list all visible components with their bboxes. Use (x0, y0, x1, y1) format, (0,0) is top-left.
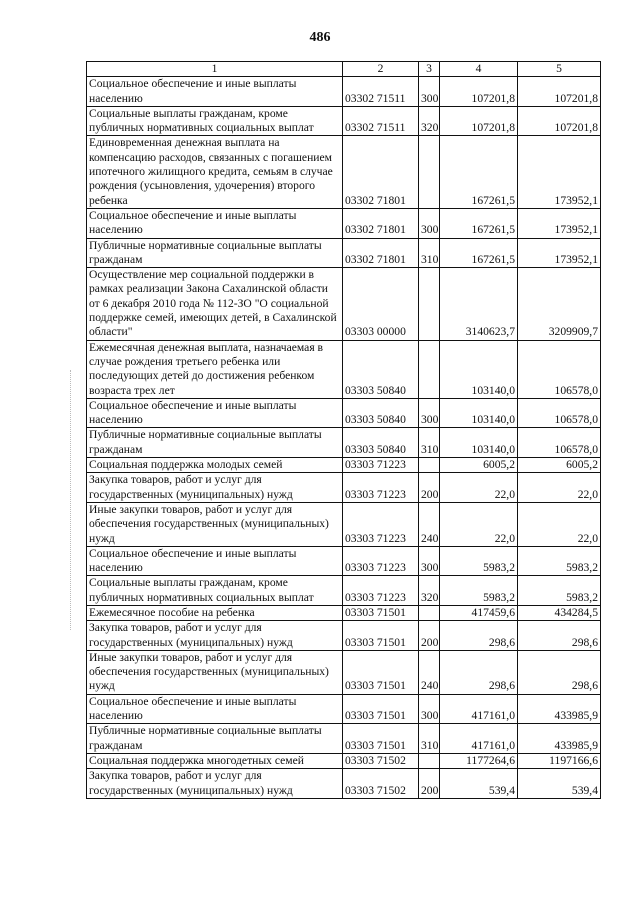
row-value-col4-cell: 103140,0 (440, 340, 518, 398)
row-value-col4-cell: 5983,2 (440, 576, 518, 606)
row-value-col5-cell: 434284,5 (518, 605, 601, 620)
row-name-cell: Публичные нормативные социальные выплаты гражданам (87, 724, 343, 754)
row-vr-cell: 240 (419, 502, 440, 546)
row-code-cell: 03303 50840 (343, 340, 419, 398)
row-value-col5-cell: 1197166,6 (518, 753, 601, 768)
row-code-cell: 03302 71801 (343, 238, 419, 268)
row-value-col5-cell: 173952,1 (518, 238, 601, 268)
row-vr-cell: 300 (419, 77, 440, 107)
row-value-col4-cell: 417459,6 (440, 605, 518, 620)
row-value-col5-cell: 22,0 (518, 502, 601, 546)
row-value-col4-cell: 539,4 (440, 769, 518, 799)
budget-table (86, 61, 601, 799)
table-row (87, 428, 601, 458)
row-value-col5-cell: 5983,2 (518, 546, 601, 576)
row-value-col4-cell: 22,0 (440, 473, 518, 503)
row-name-cell: Социальное обеспечение и иные выплаты населению (87, 77, 343, 107)
row-code-cell: 03303 50840 (343, 398, 419, 428)
header-col-3: 3 (419, 62, 440, 77)
table-row (87, 458, 601, 473)
table-row (87, 268, 601, 340)
row-code-cell: 03303 71223 (343, 502, 419, 546)
table-row (87, 546, 601, 576)
row-code-cell: 03302 71511 (343, 106, 419, 136)
row-name-cell: Социальное обеспечение и иные выплаты населению (87, 694, 343, 724)
table-row (87, 340, 601, 398)
row-value-col5-cell: 5983,2 (518, 576, 601, 606)
table-body (87, 77, 601, 799)
row-value-col5-cell: 106578,0 (518, 340, 601, 398)
table-row (87, 136, 601, 208)
row-name-cell: Социальная поддержка многодетных семей (87, 753, 343, 768)
row-vr-cell (419, 340, 440, 398)
row-name-cell: Социальное обеспечение и иные выплаты населению (87, 398, 343, 428)
row-vr-cell: 240 (419, 650, 440, 694)
row-vr-cell: 200 (419, 769, 440, 799)
header-col-4: 4 (440, 62, 518, 77)
row-vr-cell (419, 136, 440, 208)
row-code-cell: 03303 71501 (343, 605, 419, 620)
row-value-col4-cell: 417161,0 (440, 724, 518, 754)
row-name-cell: Закупка товаров, работ и услуг для государственных (муниципальных) нужд (87, 621, 343, 651)
row-vr-cell: 300 (419, 398, 440, 428)
row-code-cell: 03303 71501 (343, 694, 419, 724)
row-name-cell: Ежемесячная денежная выплата, назначаемая в случае рождения третьего ребенка или последующих детей до достижения ребенком возраста трех лет (87, 340, 343, 398)
row-code-cell: 03303 71501 (343, 621, 419, 651)
row-code-cell: 03303 71223 (343, 576, 419, 606)
row-name-cell: Социальная поддержка молодых семей (87, 458, 343, 473)
table-row (87, 724, 601, 754)
row-value-col4-cell: 3140623,7 (440, 268, 518, 340)
row-vr-cell: 310 (419, 724, 440, 754)
table-row (87, 208, 601, 238)
table-row (87, 77, 601, 107)
row-value-col5-cell: 539,4 (518, 769, 601, 799)
row-vr-cell (419, 605, 440, 620)
row-code-cell: 03303 71223 (343, 546, 419, 576)
row-vr-cell: 300 (419, 694, 440, 724)
row-value-col5-cell: 6005,2 (518, 458, 601, 473)
table-row (87, 398, 601, 428)
row-value-col5-cell: 433985,9 (518, 694, 601, 724)
row-code-cell: 03303 71502 (343, 753, 419, 768)
header-col-2: 2 (343, 62, 419, 77)
row-value-col5-cell: 298,6 (518, 621, 601, 651)
row-code-cell: 03303 71223 (343, 458, 419, 473)
row-value-col5-cell: 173952,1 (518, 136, 601, 208)
row-value-col5-cell: 106578,0 (518, 398, 601, 428)
row-name-cell: Социальное обеспечение и иные выплаты населению (87, 208, 343, 238)
row-name-cell: Единовременная денежная выплата на компенсацию расходов, связанных с погашением ипотечного жилищного кредита, семьям в случае рождения (усыновления, удочерения) второго ребенка (87, 136, 343, 208)
row-code-cell: 03302 71801 (343, 136, 419, 208)
row-name-cell: Социальное обеспечение и иные выплаты населению (87, 546, 343, 576)
row-code-cell: 03303 71501 (343, 650, 419, 694)
row-value-col5-cell: 106578,0 (518, 428, 601, 458)
row-value-col5-cell: 22,0 (518, 473, 601, 503)
row-vr-cell: 320 (419, 106, 440, 136)
table-row (87, 238, 601, 268)
row-value-col4-cell: 167261,5 (440, 238, 518, 268)
row-value-col4-cell: 103140,0 (440, 398, 518, 428)
row-name-cell: Закупка товаров, работ и услуг для государственных (муниципальных) нужд (87, 473, 343, 503)
row-code-cell: 03303 50840 (343, 428, 419, 458)
row-value-col4-cell: 103140,0 (440, 428, 518, 458)
row-name-cell: Закупка товаров, работ и услуг для государственных (муниципальных) нужд (87, 769, 343, 799)
row-value-col4-cell: 417161,0 (440, 694, 518, 724)
row-value-col4-cell: 5983,2 (440, 546, 518, 576)
row-value-col4-cell: 298,6 (440, 650, 518, 694)
row-value-col5-cell: 298,6 (518, 650, 601, 694)
row-code-cell: 03302 71801 (343, 208, 419, 238)
table-row (87, 502, 601, 546)
row-value-col5-cell: 107201,8 (518, 106, 601, 136)
row-value-col5-cell: 433985,9 (518, 724, 601, 754)
header-row (87, 62, 601, 77)
row-value-col4-cell: 298,6 (440, 621, 518, 651)
row-vr-cell: 310 (419, 428, 440, 458)
row-value-col5-cell: 107201,8 (518, 77, 601, 107)
table-row (87, 694, 601, 724)
row-name-cell: Ежемесячное пособие на ребенка (87, 605, 343, 620)
table-row (87, 106, 601, 136)
row-vr-cell: 300 (419, 546, 440, 576)
row-name-cell: Социальные выплаты гражданам, кроме публичных нормативных социальных выплат (87, 576, 343, 606)
row-vr-cell (419, 268, 440, 340)
row-value-col4-cell: 107201,8 (440, 77, 518, 107)
row-code-cell: 03303 71223 (343, 473, 419, 503)
row-vr-cell (419, 753, 440, 768)
header-col-5: 5 (518, 62, 601, 77)
row-vr-cell: 320 (419, 576, 440, 606)
row-name-cell: Социальные выплаты гражданам, кроме публичных нормативных социальных выплат (87, 106, 343, 136)
row-vr-cell: 200 (419, 473, 440, 503)
table-row (87, 473, 601, 503)
row-name-cell: Публичные нормативные социальные выплаты гражданам (87, 238, 343, 268)
row-code-cell: 03303 00000 (343, 268, 419, 340)
row-value-col4-cell: 6005,2 (440, 458, 518, 473)
row-vr-cell: 300 (419, 208, 440, 238)
table-row (87, 769, 601, 799)
scan-margin-marks (70, 370, 73, 630)
table-row (87, 605, 601, 620)
row-name-cell: Осуществление мер социальной поддержки в рамках реализации Закона Сахалинской области от 6 декабря 2010 года № 112-ЗО "О социальной поддержке семей, имеющих детей, в Сахалинской области" (87, 268, 343, 340)
row-value-col4-cell: 22,0 (440, 502, 518, 546)
row-value-col4-cell: 167261,5 (440, 208, 518, 238)
page-number: 486 (309, 30, 331, 45)
row-code-cell: 03303 71501 (343, 724, 419, 754)
table-row (87, 576, 601, 606)
row-value-col4-cell: 1177264,6 (440, 753, 518, 768)
row-value-col4-cell: 167261,5 (440, 136, 518, 208)
row-vr-cell (419, 458, 440, 473)
header-col-1: 1 (87, 62, 343, 77)
row-name-cell: Иные закупки товаров, работ и услуг для обеспечения государственных (муниципальных) нужд (87, 650, 343, 694)
table-row (87, 650, 601, 694)
row-name-cell: Иные закупки товаров, работ и услуг для обеспечения государственных (муниципальных) нужд (87, 502, 343, 546)
row-value-col4-cell: 107201,8 (440, 106, 518, 136)
row-name-cell: Публичные нормативные социальные выплаты гражданам (87, 428, 343, 458)
row-code-cell: 03303 71502 (343, 769, 419, 799)
table-row (87, 753, 601, 768)
row-value-col5-cell: 173952,1 (518, 208, 601, 238)
row-vr-cell: 200 (419, 621, 440, 651)
row-code-cell: 03302 71511 (343, 77, 419, 107)
table-row (87, 621, 601, 651)
row-value-col5-cell: 3209909,7 (518, 268, 601, 340)
row-vr-cell: 310 (419, 238, 440, 268)
